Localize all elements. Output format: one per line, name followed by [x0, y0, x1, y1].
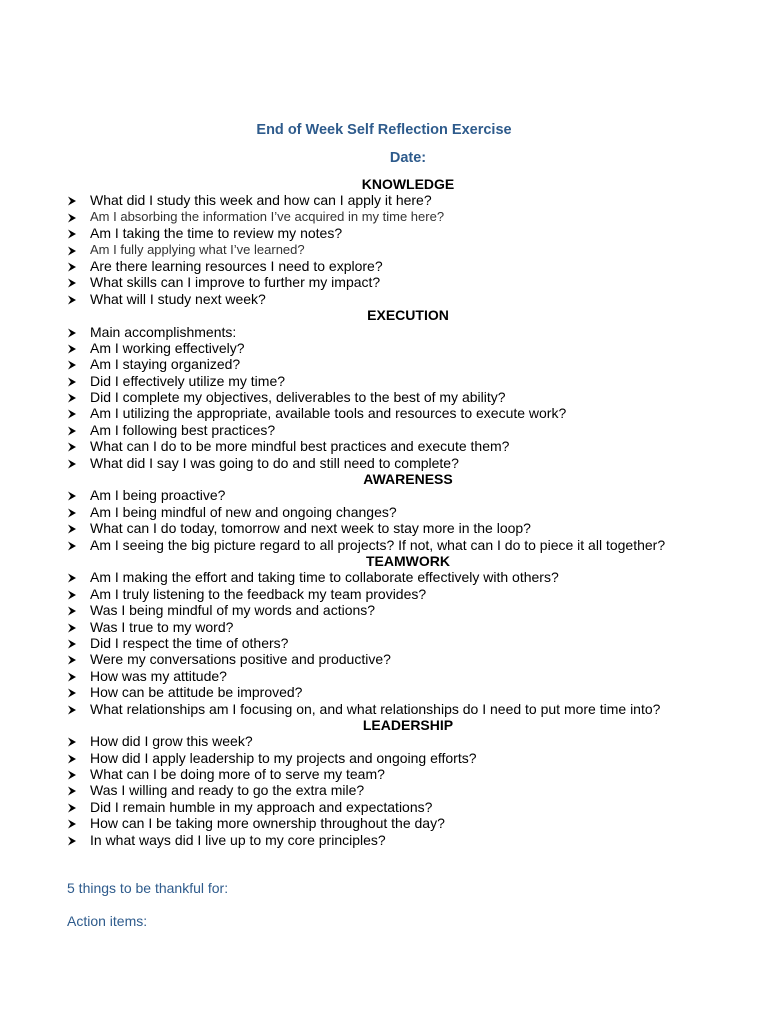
question-list — [0, 733, 768, 848]
list-item — [0, 422, 768, 438]
question-text: How did I apply leadership to my projects and ongoing efforts? — [90, 749, 477, 766]
arrowhead-bullet-icon — [67, 258, 79, 274]
list-item — [0, 274, 768, 290]
question-text: Am I absorbing the information I’ve acquired in my time here? — [90, 208, 445, 224]
section-teamwork — [0, 553, 768, 717]
list-item — [0, 192, 768, 208]
list-item — [0, 455, 768, 471]
arrowhead-bullet-icon — [67, 701, 79, 717]
section-knowledge — [0, 176, 768, 307]
list-item — [0, 799, 768, 815]
list-item — [0, 815, 768, 831]
question-text: Am I working effectively? — [90, 339, 245, 356]
section-heading: LEADERSHIP — [362, 716, 454, 733]
list-item — [0, 766, 768, 782]
list-item — [0, 782, 768, 798]
list-item — [0, 733, 768, 749]
question-list — [0, 324, 768, 472]
reflection-sections — [0, 176, 768, 848]
list-item — [0, 487, 768, 503]
question-text: Were my conversations positive and productive? — [90, 651, 391, 668]
question-text: Am I taking the time to review my notes? — [90, 225, 343, 242]
list-item — [0, 684, 768, 700]
question-text: Did I remain humble in my approach and expectations? — [90, 798, 433, 815]
arrowhead-bullet-icon — [67, 766, 79, 782]
question-text: Am I being proactive? — [90, 487, 226, 504]
arrowhead-bullet-icon — [67, 274, 79, 290]
arrowhead-bullet-icon — [67, 225, 79, 241]
arrowhead-bullet-icon — [67, 651, 79, 667]
question-text: How was my attitude? — [90, 667, 227, 684]
arrowhead-bullet-icon — [67, 340, 79, 356]
question-text: Am I truly listening to the feedback my team provides? — [90, 585, 427, 602]
arrowhead-bullet-icon — [67, 668, 79, 684]
list-item — [0, 389, 768, 405]
question-text: Am I utilizing the appropriate, available tools and resources to execute work? — [90, 405, 567, 422]
question-text: Was I being mindful of my words and actions? — [90, 602, 376, 619]
question-text: Am I being mindful of new and ongoing changes? — [90, 503, 397, 520]
question-text: What did I study this week and how can I apply it here? — [90, 192, 432, 209]
list-item — [0, 225, 768, 241]
arrowhead-bullet-icon — [67, 438, 79, 454]
arrowhead-bullet-icon — [67, 619, 79, 635]
question-text: Am I seeing the big picture regard to all projects? If not, what can I do to piece it all together? — [90, 536, 666, 553]
arrowhead-bullet-icon — [67, 455, 79, 471]
question-text: Did I respect the time of others? — [90, 634, 289, 651]
question-text: How did I grow this week? — [90, 733, 253, 750]
question-text: What can I be doing more of to serve my team? — [90, 766, 385, 783]
list-item — [0, 356, 768, 372]
question-text: What can I do to be more mindful best practices and execute them? — [90, 438, 510, 455]
section-leadership — [0, 717, 768, 848]
question-text: Was I true to my word? — [90, 618, 234, 635]
arrowhead-bullet-icon — [67, 586, 79, 602]
arrowhead-bullet-icon — [67, 291, 79, 307]
question-text: Are there learning resources I need to explore? — [90, 257, 383, 274]
list-item — [0, 405, 768, 421]
arrowhead-bullet-icon — [67, 815, 79, 831]
list-item — [0, 651, 768, 667]
list-item — [0, 520, 768, 536]
list-item — [0, 750, 768, 766]
list-item — [0, 373, 768, 389]
list-item — [0, 209, 768, 225]
section-execution — [0, 307, 768, 471]
list-item — [0, 635, 768, 651]
arrowhead-bullet-icon — [67, 373, 79, 389]
arrowhead-bullet-icon — [67, 324, 79, 340]
question-text: What skills can I improve to further my impact? — [90, 274, 381, 291]
arrowhead-bullet-icon — [67, 602, 79, 618]
list-item — [0, 242, 768, 258]
question-text: Am I fully applying what I’ve learned? — [90, 241, 305, 257]
arrowhead-bullet-icon — [67, 405, 79, 421]
question-text: What can I do today, tomorrow and next week to stay more in the loop? — [90, 520, 531, 537]
question-text: Am I making the effort and taking time to collaborate effectively with others? — [90, 569, 559, 586]
list-item — [0, 619, 768, 635]
question-list — [0, 192, 768, 307]
section-heading: KNOWLEDGE — [361, 176, 455, 192]
question-list — [0, 487, 768, 553]
question-text: How can be attitude be improved? — [90, 684, 303, 701]
arrowhead-bullet-icon — [67, 192, 79, 208]
arrowhead-bullet-icon — [67, 504, 79, 520]
list-item — [0, 668, 768, 684]
arrowhead-bullet-icon — [67, 209, 79, 225]
date-label: Date: — [389, 150, 427, 166]
section-heading: EXECUTION — [367, 307, 449, 324]
arrowhead-bullet-icon — [67, 799, 79, 815]
list-item — [0, 504, 768, 520]
arrowhead-bullet-icon — [67, 832, 79, 848]
arrowhead-bullet-icon — [67, 389, 79, 405]
arrowhead-bullet-icon — [67, 520, 79, 536]
document-title: End of Week Self Reflection Exercise — [256, 122, 512, 138]
arrowhead-bullet-icon — [67, 684, 79, 700]
arrowhead-bullet-icon — [67, 356, 79, 372]
list-item — [0, 258, 768, 274]
question-text: In what ways did I live up to my core principles? — [90, 831, 386, 848]
list-item — [0, 324, 768, 340]
arrowhead-bullet-icon — [67, 750, 79, 766]
question-text: How can I be taking more ownership throughout the day? — [90, 815, 445, 832]
arrowhead-bullet-icon — [67, 487, 79, 503]
arrowhead-bullet-icon — [67, 242, 79, 258]
arrowhead-bullet-icon — [67, 733, 79, 749]
question-text: What relationships am I focusing on, and what relationships do I need to put more time into? — [90, 700, 661, 717]
list-item — [0, 291, 768, 307]
list-item — [0, 537, 768, 553]
section-heading: TEAMWORK — [366, 552, 450, 569]
list-item — [0, 438, 768, 454]
list-item — [0, 701, 768, 717]
list-item — [0, 832, 768, 848]
list-item — [0, 602, 768, 618]
action-items-label: Action items: — [67, 913, 148, 929]
question-text: What will I study next week? — [90, 290, 266, 307]
thankful-label: 5 things to be thankful for: — [67, 880, 229, 896]
section-heading: AWARENESS — [363, 471, 453, 488]
arrowhead-bullet-icon — [67, 569, 79, 585]
question-text: Am I staying organized? — [90, 356, 241, 373]
question-text: Was I willing and ready to go the extra mile? — [90, 782, 365, 799]
question-text: Did I complete my objectives, deliverables to the best of my ability? — [90, 389, 506, 406]
arrowhead-bullet-icon — [67, 782, 79, 798]
arrowhead-bullet-icon — [67, 537, 79, 553]
list-item — [0, 569, 768, 585]
list-item — [0, 340, 768, 356]
question-text: What did I say I was going to do and still need to complete? — [90, 454, 459, 471]
arrowhead-bullet-icon — [67, 635, 79, 651]
question-text: Did I effectively utilize my time? — [90, 372, 286, 389]
question-text: Main accomplishments: — [90, 323, 237, 340]
question-list — [0, 569, 768, 717]
arrowhead-bullet-icon — [67, 422, 79, 438]
question-text: Am I following best practices? — [90, 421, 276, 438]
list-item — [0, 586, 768, 602]
section-awareness — [0, 471, 768, 553]
